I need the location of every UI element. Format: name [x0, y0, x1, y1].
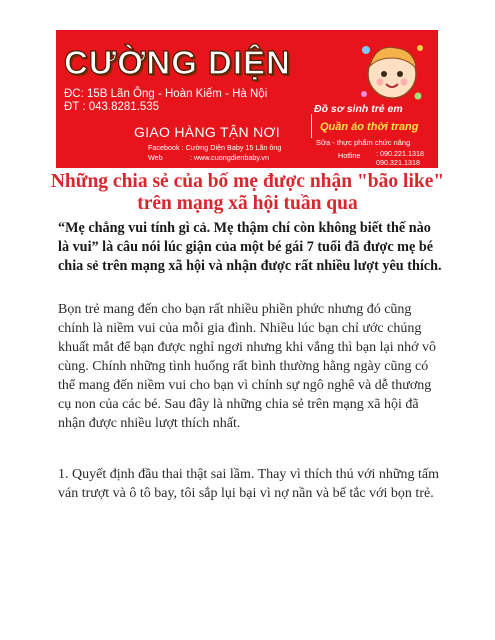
tagline-milk: Sữa - thực phẩm chức năng — [316, 138, 411, 147]
article-title: Những chia sẻ của bố mẹ được nhận "bão like" trên mạng xã hội tuần qua — [50, 171, 445, 214]
store-address-block — [64, 88, 267, 114]
web-value: : www.cuongdienbaby.vn — [190, 152, 269, 162]
shipping-text: GIAO HÀNG TẬN NƠI — [134, 124, 280, 140]
article-lead: “Mẹ chẳng vui tính gì cả. Mẹ thậm chí còn không biết thế nào là vui” là câu nói lúc giận của một bé gái 7 tuổi đã được mẹ bé chia sẻ trên mạng xã hội và nhận được rất nhiều lượt yêu thích. — [58, 220, 442, 274]
address-line: ĐC: 15B Lãn Ông - Hoàn Kiếm - Hà Nội — [64, 88, 268, 100]
tagline-fashion: Quần áo thời trang — [320, 121, 419, 133]
contact-block — [148, 143, 281, 162]
hotline-number-1: : 090.221.1318 — [376, 149, 424, 158]
hotline-number-2: 090.321.1318 — [376, 158, 420, 167]
brand-logo-text: CƯỜNG DIỆN — [64, 44, 291, 81]
article-paragraph: 1. Quyết định đầu thai thật sai lầm. Thay vì thích thú với những tấm ván trượt và ô tô bay, tôi sắp lụi bại vì nợ nần và bế tắc với bọn trẻ. — [58, 467, 440, 501]
banner-divider — [311, 114, 312, 138]
web-label: Web — [148, 152, 163, 162]
facebook-value: Cường Diện Baby 15 Lãn ông — [185, 143, 282, 152]
article-paragraph: Bọn trẻ mang đến cho bạn rất nhiều phiền phức nhưng đó cũng chính là niềm vui của mỗi gia đình. Nhiều lúc bạn chỉ ước chúng khuất mắt để bạn được nghỉ ngơi nhưng khi vắng thì bạn lại nhớ vô cùng. Chính những tình huống rất bình thường hằng ngày cũng có thể mang đến niềm vui cho bạn vì chính sự ngô nghê và dễ thương cụ non của các bé. Sau đây là những chia sẻ trên mạng xã hội đã nhận được nhiều lượt thích nhất. — [58, 302, 436, 431]
hotline-numbers — [376, 149, 424, 167]
hotline-label: Hotline — [338, 151, 361, 160]
facebook-label: Facebook : — [148, 143, 184, 152]
phone-line: ĐT : 043.8281.535 — [64, 101, 160, 113]
facebook-row — [148, 143, 281, 153]
tagline-newborn: Đồ sơ sinh trẻ em — [314, 103, 403, 115]
web-row — [148, 153, 281, 163]
baby-face-icon — [356, 36, 428, 108]
store-banner — [56, 30, 438, 168]
